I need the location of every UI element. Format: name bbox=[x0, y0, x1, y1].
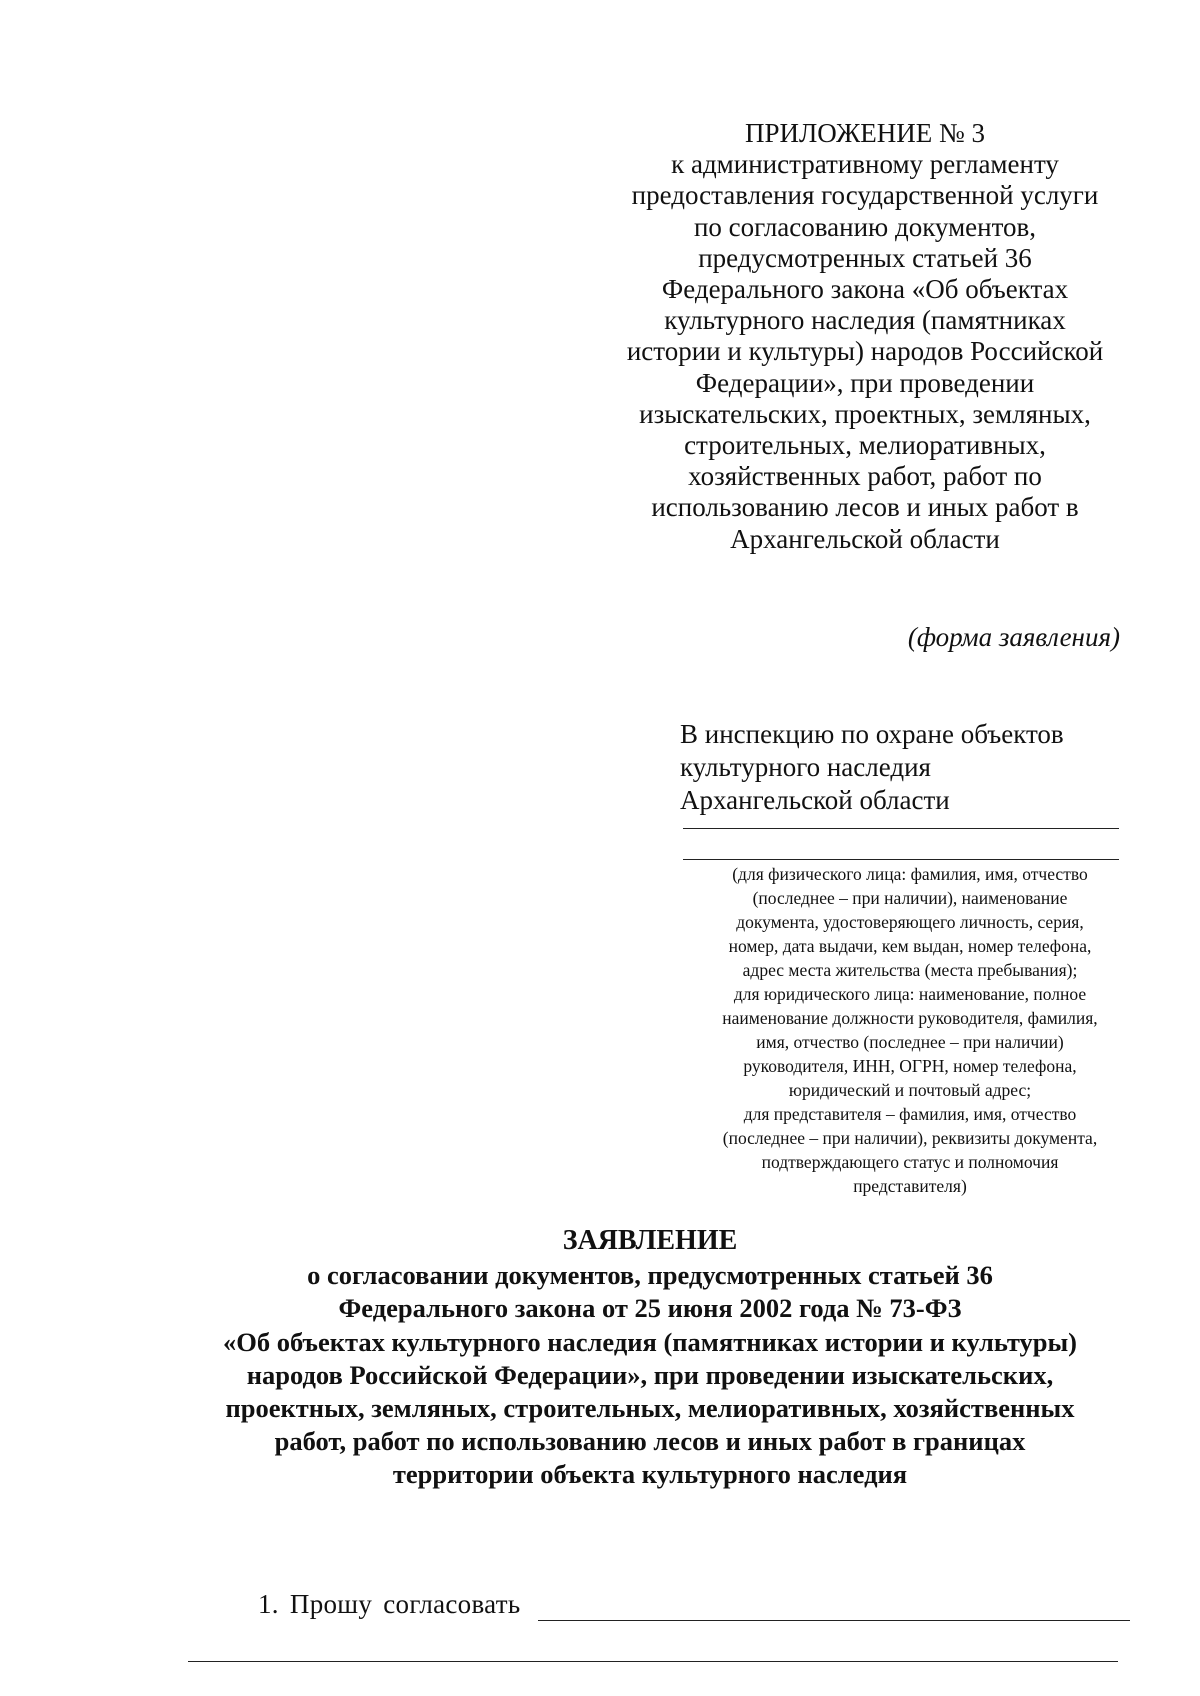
item-1-fill-line-continued[interactable] bbox=[188, 1661, 1118, 1662]
item-1-label: 1. Прошу согласовать bbox=[258, 1589, 521, 1619]
hint-line: подтверждающего статус и полномочия bbox=[761, 1152, 1059, 1172]
item-1-fill-line[interactable] bbox=[538, 1620, 1130, 1621]
statement-title: ЗАЯВЛЕНИЕ bbox=[562, 1225, 738, 1256]
hint-line: адрес места жительства (места пребывания); bbox=[742, 960, 1078, 980]
appendix-line: культурного наследия (памятниках bbox=[664, 305, 1066, 336]
appendix-line: по согласованию документов, bbox=[693, 211, 1037, 242]
appendix-line: истории и культуры) народов Российской bbox=[626, 336, 1104, 367]
hint-line: имя, отчество (последнее – при наличии) bbox=[756, 1032, 1064, 1052]
hint-line: для представителя – фамилия, имя, отчество bbox=[743, 1104, 1077, 1124]
addressee-line: культурного наследия bbox=[680, 752, 931, 782]
appendix-line: предусмотренных статьей 36 bbox=[698, 242, 1032, 273]
statement-line: Федерального закона от 25 июня 2002 года № 73-ФЗ bbox=[338, 1293, 962, 1324]
appendix-line: строительных, мелиоративных, bbox=[684, 430, 1046, 461]
appendix-line: использованию лесов и иных работ в bbox=[651, 492, 1079, 523]
appendix-line: Архангельской области bbox=[730, 523, 1000, 554]
hint-line: для юридического лица: наименование, полное bbox=[733, 984, 1087, 1004]
statement-line: «Об объектах культурного наследия (памятниках истории и культуры) bbox=[222, 1326, 1078, 1357]
item-1 bbox=[258, 1589, 520, 1620]
appendix-line: предоставления государственной услуги bbox=[631, 180, 1099, 211]
appendix-line: ПРИЛОЖЕНИЕ № 3 bbox=[744, 118, 986, 148]
applicant-fill-line-2[interactable] bbox=[683, 859, 1119, 860]
statement-line: территории объекта культурного наследия bbox=[392, 1459, 908, 1490]
hint-line: (последнее – при наличии), реквизиты документа, bbox=[722, 1128, 1098, 1148]
statement-line: о согласовании документов, предусмотренных статьей 36 bbox=[307, 1260, 993, 1291]
hint-line: (для физического лица: фамилия, имя, отчество bbox=[732, 864, 1088, 884]
applicant-fill-line-1[interactable] bbox=[683, 828, 1119, 829]
appendix-line: Федерального закона «Об объектах bbox=[661, 274, 1069, 305]
hint-line: наименование должности руководителя, фамилия, bbox=[722, 1008, 1098, 1028]
hint-line: юридический и почтовый адрес; bbox=[788, 1080, 1032, 1100]
statement-line: работ, работ по использованию лесов и иных работ в границах bbox=[274, 1426, 1026, 1457]
appendix-line: изыскательских, проектных, земляных, bbox=[639, 398, 1091, 429]
addressee-line: В инспекцию по охране объектов bbox=[680, 719, 1064, 749]
appendix-header bbox=[590, 118, 1140, 555]
statement-line: проектных, земляных, строительных, мелиоративных, хозяйственных bbox=[225, 1393, 1075, 1424]
appendix-line: к административному регламенту bbox=[671, 149, 1059, 180]
applicant-hint bbox=[680, 862, 1140, 1198]
hint-line: документа, удостоверяющего личность, серия, bbox=[736, 912, 1084, 932]
addressee-line: Архангельской области bbox=[680, 785, 950, 815]
statement-heading bbox=[100, 1224, 1200, 1492]
hint-line: руководителя, ИНН, ОГРН, номер телефона, bbox=[743, 1056, 1077, 1076]
hint-line: представителя) bbox=[853, 1176, 967, 1196]
addressee-block bbox=[680, 718, 1064, 817]
appendix-line: хозяйственных работ, работ по bbox=[688, 461, 1042, 492]
statement-line: народов Российской Федерации», при проведении изыскательских, bbox=[246, 1359, 1054, 1390]
hint-line: номер, дата выдачи, кем выдан, номер телефона, bbox=[728, 936, 1092, 956]
hint-line: (последнее – при наличии), наименование bbox=[752, 888, 1068, 908]
appendix-line: Федерации», при проведении bbox=[695, 367, 1035, 398]
form-type-note: (форма заявления) bbox=[907, 622, 1120, 652]
